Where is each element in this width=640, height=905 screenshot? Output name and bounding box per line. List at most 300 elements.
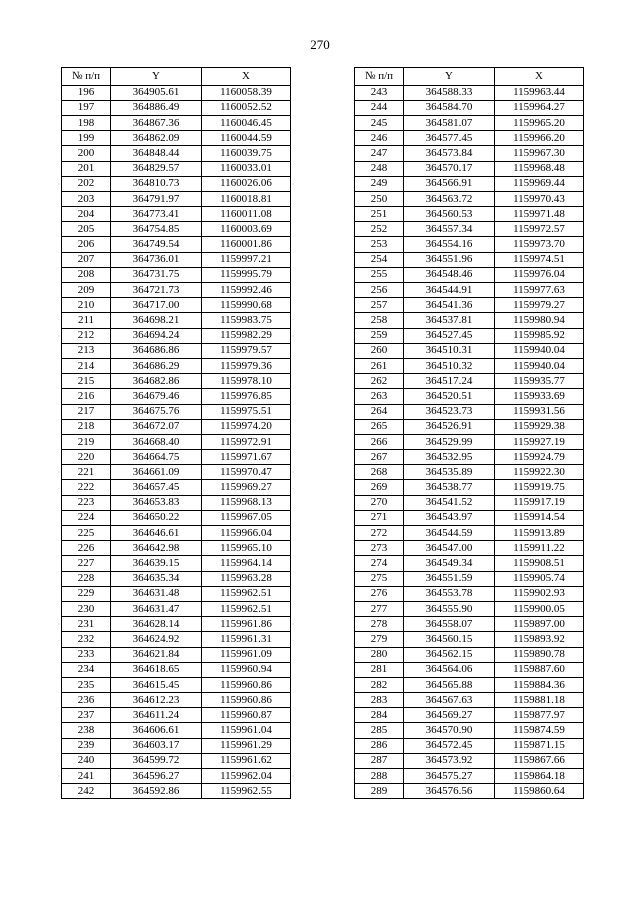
- cell-y-coordinate: 364621.84: [111, 647, 202, 662]
- table-row: [62, 222, 291, 237]
- cell-x-coordinate: 1159960.87: [202, 708, 291, 723]
- cell-x-coordinate: 1160026.06: [202, 176, 291, 191]
- cell-x-coordinate: 1159962.04: [202, 769, 291, 784]
- cell-x-coordinate: 1159864.18: [495, 769, 584, 784]
- table-row: [355, 541, 584, 556]
- cell-point-number: 208: [62, 267, 111, 282]
- cell-x-coordinate: 1159980.94: [495, 313, 584, 328]
- table-row: [355, 419, 584, 434]
- cell-point-number: 244: [355, 100, 404, 115]
- cell-point-number: 284: [355, 708, 404, 723]
- cell-point-number: 219: [62, 434, 111, 449]
- cell-y-coordinate: 364721.73: [111, 283, 202, 298]
- cell-y-coordinate: 364599.72: [111, 753, 202, 768]
- cell-y-coordinate: 364679.46: [111, 389, 202, 404]
- column-header-y: Y: [111, 68, 202, 86]
- cell-x-coordinate: 1159919.75: [495, 480, 584, 495]
- cell-x-coordinate: 1159962.51: [202, 601, 291, 616]
- cell-y-coordinate: 364736.01: [111, 252, 202, 267]
- cell-point-number: 251: [355, 207, 404, 222]
- table-row: [355, 769, 584, 784]
- cell-point-number: 198: [62, 115, 111, 130]
- cell-y-coordinate: 364560.15: [404, 632, 495, 647]
- cell-x-coordinate: 1159962.55: [202, 784, 291, 799]
- cell-y-coordinate: 364611.24: [111, 708, 202, 723]
- cell-point-number: 240: [62, 753, 111, 768]
- coordinates-table-left: [61, 67, 291, 799]
- cell-point-number: 272: [355, 526, 404, 541]
- table-row: [62, 267, 291, 282]
- cell-point-number: 225: [62, 526, 111, 541]
- cell-x-coordinate: 1159924.79: [495, 450, 584, 465]
- cell-point-number: 236: [62, 693, 111, 708]
- cell-x-coordinate: 1159972.91: [202, 434, 291, 449]
- cell-x-coordinate: 1159963.28: [202, 571, 291, 586]
- table-row: [62, 662, 291, 677]
- table-row: [62, 556, 291, 571]
- table-row: [62, 404, 291, 419]
- cell-y-coordinate: 364560.53: [404, 207, 495, 222]
- cell-x-coordinate: 1159969.27: [202, 480, 291, 495]
- cell-x-coordinate: 1159897.00: [495, 617, 584, 632]
- cell-y-coordinate: 364565.88: [404, 677, 495, 692]
- cell-y-coordinate: 364584.70: [404, 100, 495, 115]
- table-row: [62, 526, 291, 541]
- table-row: [355, 191, 584, 206]
- cell-x-coordinate: 1159917.19: [495, 495, 584, 510]
- table-row: [62, 358, 291, 373]
- cell-x-coordinate: 1160033.01: [202, 161, 291, 176]
- cell-x-coordinate: 1159967.30: [495, 146, 584, 161]
- cell-point-number: 216: [62, 389, 111, 404]
- table-row: [355, 586, 584, 601]
- cell-x-coordinate: 1159971.67: [202, 450, 291, 465]
- cell-point-number: 205: [62, 222, 111, 237]
- cell-x-coordinate: 1159972.57: [495, 222, 584, 237]
- cell-y-coordinate: 364576.56: [404, 784, 495, 799]
- table-row: [355, 434, 584, 449]
- table-row: [355, 571, 584, 586]
- cell-y-coordinate: 364564.06: [404, 662, 495, 677]
- cell-y-coordinate: 364731.75: [111, 267, 202, 282]
- cell-x-coordinate: 1159961.04: [202, 723, 291, 738]
- table-row: [355, 556, 584, 571]
- cell-y-coordinate: 364628.14: [111, 617, 202, 632]
- cell-x-coordinate: 1159966.20: [495, 131, 584, 146]
- cell-point-number: 274: [355, 556, 404, 571]
- cell-y-coordinate: 364548.46: [404, 267, 495, 282]
- cell-point-number: 235: [62, 677, 111, 692]
- cell-x-coordinate: 1159982.29: [202, 328, 291, 343]
- table-row: [62, 237, 291, 252]
- table-row: [355, 753, 584, 768]
- cell-y-coordinate: 364603.17: [111, 738, 202, 753]
- cell-y-coordinate: 364606.61: [111, 723, 202, 738]
- cell-point-number: 214: [62, 358, 111, 373]
- table-row: [62, 85, 291, 100]
- cell-y-coordinate: 364905.61: [111, 85, 202, 100]
- cell-x-coordinate: 1159971.48: [495, 207, 584, 222]
- page-number: 270: [310, 37, 330, 52]
- cell-y-coordinate: 364642.98: [111, 541, 202, 556]
- table-row: [62, 723, 291, 738]
- cell-x-coordinate: 1159940.04: [495, 358, 584, 373]
- table-row: [355, 267, 584, 282]
- cell-y-coordinate: 364541.36: [404, 298, 495, 313]
- cell-x-coordinate: 1159961.86: [202, 617, 291, 632]
- cell-point-number: 262: [355, 374, 404, 389]
- cell-y-coordinate: 364537.81: [404, 313, 495, 328]
- cell-x-coordinate: 1159881.18: [495, 693, 584, 708]
- cell-x-coordinate: 1159884.36: [495, 677, 584, 692]
- cell-y-coordinate: 364529.99: [404, 434, 495, 449]
- table-row: [355, 252, 584, 267]
- cell-y-coordinate: 364510.31: [404, 343, 495, 358]
- cell-point-number: 247: [355, 146, 404, 161]
- cell-x-coordinate: 1159983.75: [202, 313, 291, 328]
- table-row: [62, 541, 291, 556]
- cell-y-coordinate: 364717.00: [111, 298, 202, 313]
- table-row: [62, 298, 291, 313]
- cell-x-coordinate: 1159970.43: [495, 191, 584, 206]
- table-row: [355, 693, 584, 708]
- cell-x-coordinate: 1159970.47: [202, 465, 291, 480]
- cell-x-coordinate: 1159902.93: [495, 586, 584, 601]
- cell-point-number: 266: [355, 434, 404, 449]
- cell-x-coordinate: 1159974.51: [495, 252, 584, 267]
- table-row: [62, 389, 291, 404]
- cell-x-coordinate: 1159985.92: [495, 328, 584, 343]
- cell-y-coordinate: 364532.95: [404, 450, 495, 465]
- cell-x-coordinate: 1159967.05: [202, 510, 291, 525]
- table-row: [62, 601, 291, 616]
- cell-x-coordinate: 1160011.08: [202, 207, 291, 222]
- cell-y-coordinate: 364596.27: [111, 769, 202, 784]
- table-row: [62, 677, 291, 692]
- cell-point-number: 287: [355, 753, 404, 768]
- cell-x-coordinate: 1159995.79: [202, 267, 291, 282]
- cell-point-number: 231: [62, 617, 111, 632]
- cell-y-coordinate: 364573.84: [404, 146, 495, 161]
- cell-point-number: 281: [355, 662, 404, 677]
- cell-x-coordinate: 1159960.86: [202, 693, 291, 708]
- cell-x-coordinate: 1159979.57: [202, 343, 291, 358]
- cell-point-number: 239: [62, 738, 111, 753]
- cell-point-number: 268: [355, 465, 404, 480]
- cell-x-coordinate: 1159990.68: [202, 298, 291, 313]
- table-row: [62, 495, 291, 510]
- cell-x-coordinate: 1159960.86: [202, 677, 291, 692]
- cell-y-coordinate: 364624.92: [111, 632, 202, 647]
- cell-y-coordinate: 364773.41: [111, 207, 202, 222]
- cell-point-number: 278: [355, 617, 404, 632]
- cell-x-coordinate: 1159964.14: [202, 556, 291, 571]
- cell-y-coordinate: 364562.15: [404, 647, 495, 662]
- cell-point-number: 286: [355, 738, 404, 753]
- table-row: [62, 753, 291, 768]
- cell-y-coordinate: 364631.48: [111, 586, 202, 601]
- cell-point-number: 220: [62, 450, 111, 465]
- cell-y-coordinate: 364551.59: [404, 571, 495, 586]
- cell-y-coordinate: 364682.86: [111, 374, 202, 389]
- cell-point-number: 285: [355, 723, 404, 738]
- cell-y-coordinate: 364664.75: [111, 450, 202, 465]
- cell-y-coordinate: 364549.34: [404, 556, 495, 571]
- cell-y-coordinate: 364553.78: [404, 586, 495, 601]
- table-row: [355, 662, 584, 677]
- table-row: [355, 161, 584, 176]
- cell-x-coordinate: 1159940.04: [495, 343, 584, 358]
- cell-point-number: 276: [355, 586, 404, 601]
- cell-point-number: 197: [62, 100, 111, 115]
- table-row: [62, 632, 291, 647]
- cell-y-coordinate: 364510.32: [404, 358, 495, 373]
- table-row: [355, 146, 584, 161]
- cell-x-coordinate: 1159977.63: [495, 283, 584, 298]
- cell-x-coordinate: 1159978.10: [202, 374, 291, 389]
- table-row: [62, 510, 291, 525]
- cell-y-coordinate: 364517.24: [404, 374, 495, 389]
- table-row: [62, 207, 291, 222]
- table-row: [355, 237, 584, 252]
- cell-point-number: 207: [62, 252, 111, 267]
- cell-x-coordinate: 1160058.39: [202, 85, 291, 100]
- cell-point-number: 233: [62, 647, 111, 662]
- cell-x-coordinate: 1159929.38: [495, 419, 584, 434]
- table-row: [62, 115, 291, 130]
- table-row: [62, 769, 291, 784]
- table-row: [62, 252, 291, 267]
- cell-y-coordinate: 364672.07: [111, 419, 202, 434]
- cell-x-coordinate: 1159965.10: [202, 541, 291, 556]
- table-row: [62, 586, 291, 601]
- cell-point-number: 279: [355, 632, 404, 647]
- cell-x-coordinate: 1160018.81: [202, 191, 291, 206]
- table-row: [62, 571, 291, 586]
- cell-x-coordinate: 1159976.85: [202, 389, 291, 404]
- cell-y-coordinate: 364573.92: [404, 753, 495, 768]
- cell-point-number: 237: [62, 708, 111, 723]
- cell-x-coordinate: 1160001.86: [202, 237, 291, 252]
- cell-y-coordinate: 364791.97: [111, 191, 202, 206]
- table-row: [62, 693, 291, 708]
- table-row: [355, 115, 584, 130]
- table-row: [62, 343, 291, 358]
- cell-y-coordinate: 364577.45: [404, 131, 495, 146]
- table-row: [355, 358, 584, 373]
- cell-point-number: 238: [62, 723, 111, 738]
- table-row: [355, 131, 584, 146]
- cell-x-coordinate: 1159961.29: [202, 738, 291, 753]
- cell-point-number: 267: [355, 450, 404, 465]
- cell-x-coordinate: 1159997.21: [202, 252, 291, 267]
- cell-point-number: 222: [62, 480, 111, 495]
- cell-y-coordinate: 364581.07: [404, 115, 495, 130]
- cell-point-number: 203: [62, 191, 111, 206]
- cell-point-number: 204: [62, 207, 111, 222]
- cell-point-number: 289: [355, 784, 404, 799]
- cell-y-coordinate: 364653.83: [111, 495, 202, 510]
- cell-point-number: 232: [62, 632, 111, 647]
- cell-x-coordinate: 1159871.15: [495, 738, 584, 753]
- cell-x-coordinate: 1159968.48: [495, 161, 584, 176]
- table-row: [355, 465, 584, 480]
- table-row: [355, 450, 584, 465]
- cell-point-number: 271: [355, 510, 404, 525]
- cell-point-number: 209: [62, 283, 111, 298]
- table-row: [62, 480, 291, 495]
- table-row: [355, 207, 584, 222]
- cell-point-number: 249: [355, 176, 404, 191]
- cell-x-coordinate: 1159961.31: [202, 632, 291, 647]
- cell-point-number: 229: [62, 586, 111, 601]
- cell-point-number: 253: [355, 237, 404, 252]
- cell-point-number: 248: [355, 161, 404, 176]
- cell-point-number: 196: [62, 85, 111, 100]
- column-header-x: X: [202, 68, 291, 86]
- cell-point-number: 230: [62, 601, 111, 616]
- cell-y-coordinate: 364544.59: [404, 526, 495, 541]
- table-row: [62, 617, 291, 632]
- cell-point-number: 280: [355, 647, 404, 662]
- table-row: [355, 313, 584, 328]
- cell-point-number: 223: [62, 495, 111, 510]
- cell-y-coordinate: 364558.07: [404, 617, 495, 632]
- coordinates-table-left-body: [62, 85, 291, 799]
- table-row: [62, 708, 291, 723]
- cell-point-number: 226: [62, 541, 111, 556]
- cell-y-coordinate: 364686.29: [111, 358, 202, 373]
- cell-y-coordinate: 364569.27: [404, 708, 495, 723]
- cell-x-coordinate: 1159976.04: [495, 267, 584, 282]
- table-row: [355, 526, 584, 541]
- cell-point-number: 255: [355, 267, 404, 282]
- cell-y-coordinate: 364588.33: [404, 85, 495, 100]
- table-header-row: [62, 68, 291, 86]
- table-row: [355, 374, 584, 389]
- column-header-number: № п/п: [355, 68, 404, 86]
- cell-x-coordinate: 1159867.66: [495, 753, 584, 768]
- cell-x-coordinate: 1159877.97: [495, 708, 584, 723]
- cell-y-coordinate: 364592.86: [111, 784, 202, 799]
- table-row: [355, 404, 584, 419]
- table-row: [355, 510, 584, 525]
- cell-point-number: 263: [355, 389, 404, 404]
- cell-point-number: 258: [355, 313, 404, 328]
- table-row: [62, 146, 291, 161]
- cell-y-coordinate: 364526.91: [404, 419, 495, 434]
- cell-y-coordinate: 364563.72: [404, 191, 495, 206]
- cell-point-number: 201: [62, 161, 111, 176]
- table-row: [355, 100, 584, 115]
- cell-y-coordinate: 364557.34: [404, 222, 495, 237]
- cell-x-coordinate: 1159933.69: [495, 389, 584, 404]
- cell-x-coordinate: 1159913.89: [495, 526, 584, 541]
- table-row: [355, 647, 584, 662]
- table-row: [355, 708, 584, 723]
- cell-point-number: 245: [355, 115, 404, 130]
- cell-point-number: 212: [62, 328, 111, 343]
- cell-point-number: 250: [355, 191, 404, 206]
- table-row: [62, 738, 291, 753]
- cell-point-number: 254: [355, 252, 404, 267]
- cell-y-coordinate: 364615.45: [111, 677, 202, 692]
- cell-y-coordinate: 364661.09: [111, 465, 202, 480]
- cell-point-number: 242: [62, 784, 111, 799]
- table-row: [355, 283, 584, 298]
- cell-point-number: 210: [62, 298, 111, 313]
- cell-y-coordinate: 364618.65: [111, 662, 202, 677]
- cell-point-number: 215: [62, 374, 111, 389]
- cell-point-number: 256: [355, 283, 404, 298]
- table-row: [62, 647, 291, 662]
- cell-y-coordinate: 364555.90: [404, 601, 495, 616]
- cell-point-number: 246: [355, 131, 404, 146]
- cell-y-coordinate: 364635.34: [111, 571, 202, 586]
- cell-x-coordinate: 1159974.20: [202, 419, 291, 434]
- cell-y-coordinate: 364523.73: [404, 404, 495, 419]
- column-header-y: Y: [404, 68, 495, 86]
- cell-x-coordinate: 1159960.94: [202, 662, 291, 677]
- cell-x-coordinate: 1160046.45: [202, 115, 291, 130]
- cell-y-coordinate: 364631.47: [111, 601, 202, 616]
- cell-x-coordinate: 1159979.27: [495, 298, 584, 313]
- cell-y-coordinate: 364538.77: [404, 480, 495, 495]
- table-row: [62, 161, 291, 176]
- cell-y-coordinate: 364829.57: [111, 161, 202, 176]
- cell-y-coordinate: 364754.85: [111, 222, 202, 237]
- cell-y-coordinate: 364575.27: [404, 769, 495, 784]
- cell-y-coordinate: 364544.91: [404, 283, 495, 298]
- cell-x-coordinate: 1159890.78: [495, 647, 584, 662]
- table-row: [355, 85, 584, 100]
- table-row: [62, 131, 291, 146]
- table-row: [62, 176, 291, 191]
- cell-x-coordinate: 1159992.46: [202, 283, 291, 298]
- cell-x-coordinate: 1159927.19: [495, 434, 584, 449]
- table-row: [62, 434, 291, 449]
- cell-x-coordinate: 1159908.51: [495, 556, 584, 571]
- cell-x-coordinate: 1159922.30: [495, 465, 584, 480]
- table-row: [62, 450, 291, 465]
- cell-y-coordinate: 364686.86: [111, 343, 202, 358]
- cell-y-coordinate: 364547.00: [404, 541, 495, 556]
- cell-x-coordinate: 1159966.04: [202, 526, 291, 541]
- cell-y-coordinate: 364749.54: [111, 237, 202, 252]
- table-row: [62, 784, 291, 799]
- cell-point-number: 234: [62, 662, 111, 677]
- cell-y-coordinate: 364520.51: [404, 389, 495, 404]
- table-row: [355, 298, 584, 313]
- table-row: [62, 100, 291, 115]
- cell-x-coordinate: 1159935.77: [495, 374, 584, 389]
- cell-x-coordinate: 1159979.36: [202, 358, 291, 373]
- cell-x-coordinate: 1159963.44: [495, 85, 584, 100]
- cell-x-coordinate: 1159893.92: [495, 632, 584, 647]
- cell-y-coordinate: 364867.36: [111, 115, 202, 130]
- table-row: [355, 632, 584, 647]
- table-row: [62, 328, 291, 343]
- table-row: [355, 480, 584, 495]
- coordinates-table-right: [354, 67, 584, 799]
- table-row: [355, 343, 584, 358]
- cell-y-coordinate: 364554.16: [404, 237, 495, 252]
- cell-y-coordinate: 364572.45: [404, 738, 495, 753]
- cell-x-coordinate: 1159911.22: [495, 541, 584, 556]
- cell-x-coordinate: 1159900.05: [495, 601, 584, 616]
- table-row: [355, 784, 584, 799]
- cell-point-number: 217: [62, 404, 111, 419]
